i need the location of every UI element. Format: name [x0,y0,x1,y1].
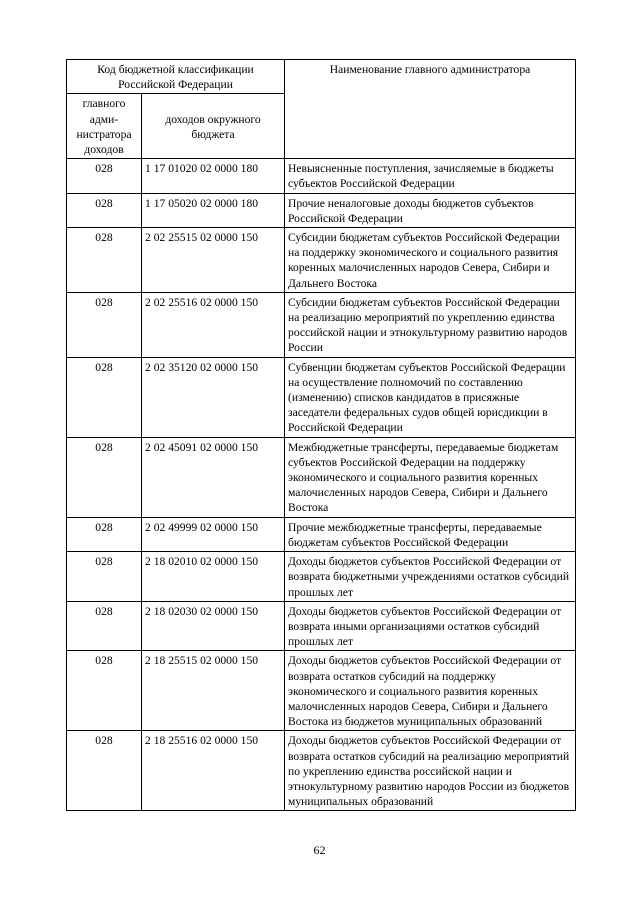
revenue-code-cell: 2 02 45091 02 0000 150 [142,437,285,517]
administrator-name-cell: Межбюджетные трансферты, передаваемые бюджетам субъектов Российской Федерации на поддержку экономического и социального развития коренных малочисленных народов Севера, Сибири и Дальнего Востока [285,437,576,517]
classification-code-header: Код бюджетной классификации Российской Федерации [67,60,285,94]
table-row [67,517,576,551]
table-row [67,292,576,357]
admin-code-cell: 028 [67,517,142,551]
revenue-code-cell: 2 02 49999 02 0000 150 [142,517,285,551]
admin-code-cell: 028 [67,437,142,517]
revenue-code-cell: 2 18 02010 02 0000 150 [142,552,285,602]
revenue-code-cell: 2 02 25515 02 0000 150 [142,228,285,293]
table-row [67,731,576,811]
table-header [67,60,576,159]
admin-code-cell: 028 [67,159,142,193]
administrator-name-cell: Субсидии бюджетам субъектов Российской Федерации на реализацию мероприятий по укреплению единства российской нации и этнокультурному развитию народов России [285,292,576,357]
admin-code-cell: 028 [67,193,142,227]
table-row [67,601,576,651]
revenue-code-cell: 1 17 01020 02 0000 180 [142,159,285,193]
revenue-code-cell: 1 17 05020 02 0000 180 [142,193,285,227]
administrator-name-cell: Прочие межбюджетные трансферты, передаваемые бюджетам субъектов Российской Федерации [285,517,576,551]
revenue-code-cell: 2 02 35120 02 0000 150 [142,357,285,437]
admin-code-cell: 028 [67,292,142,357]
revenue-code-cell: 2 18 02030 02 0000 150 [142,601,285,651]
page-number: 62 [313,843,326,857]
administrator-name-cell: Субсидии бюджетам субъектов Российской Федерации на поддержку экономического и социального развития коренных малочисленных народов Севера, Сибири и Дальнего Востока [285,228,576,293]
admin-code-cell: 028 [67,228,142,293]
table-row [67,228,576,293]
admin-code-cell: 028 [67,731,142,811]
table-row [67,193,576,227]
admin-code-cell: 028 [67,357,142,437]
admin-code-cell: 028 [67,651,142,731]
revenue-code-cell: 2 18 25516 02 0000 150 [142,731,285,811]
table-row [67,552,576,602]
administrator-name-cell: Невыясненные поступления, зачисляемые в бюджеты субъектов Российской Федерации [285,159,576,193]
administrator-name-cell: Доходы бюджетов субъектов Российской Федерации от возврата остатков субсидий на реализацию мероприятий по укреплению единства российской нации и этнокультурному развитию народов России из бюджетов муниципальных образований [285,731,576,811]
administrator-name-cell: Доходы бюджетов субъектов Российской Федерации от возврата иными организациями остатков субсидий прошлых лет [285,601,576,651]
admin-code-cell: 028 [67,601,142,651]
administrator-name-cell: Доходы бюджетов субъектов Российской Федерации от возврата бюджетными учреждениями остатков субсидий прошлых лет [285,552,576,602]
table-row [67,651,576,731]
administrator-name-cell: Субвенции бюджетам субъектов Российской Федерации на осуществление полномочий по составлению (изменению) списков кандидатов в присяжные заседатели федеральных судов общей юрисдикции в Российской Федерации [285,357,576,437]
revenue-code-cell: 2 18 25515 02 0000 150 [142,651,285,731]
table-row [67,357,576,437]
budget-classification-table [66,59,576,811]
administrator-name-cell: Доходы бюджетов субъектов Российской Федерации от возврата остатков субсидий на поддержку экономического и социального развития коренных малочисленных народов Севера, Сибири и Дальнего Востока из бюджетов муниципальных образований [285,651,576,731]
revenue-code-cell: 2 02 25516 02 0000 150 [142,292,285,357]
admin-code-cell: 028 [67,552,142,602]
table-body [67,159,576,811]
revenue-code-header: доходов окружного бюджета [142,94,285,159]
table-row [67,159,576,193]
table-row [67,437,576,517]
administrator-name-cell: Прочие неналоговые доходы бюджетов субъектов Российской Федерации [285,193,576,227]
admin-code-header: главного адми-нистратора доходов [67,94,142,159]
administrator-name-header: Наименование главного администратора [285,60,576,159]
